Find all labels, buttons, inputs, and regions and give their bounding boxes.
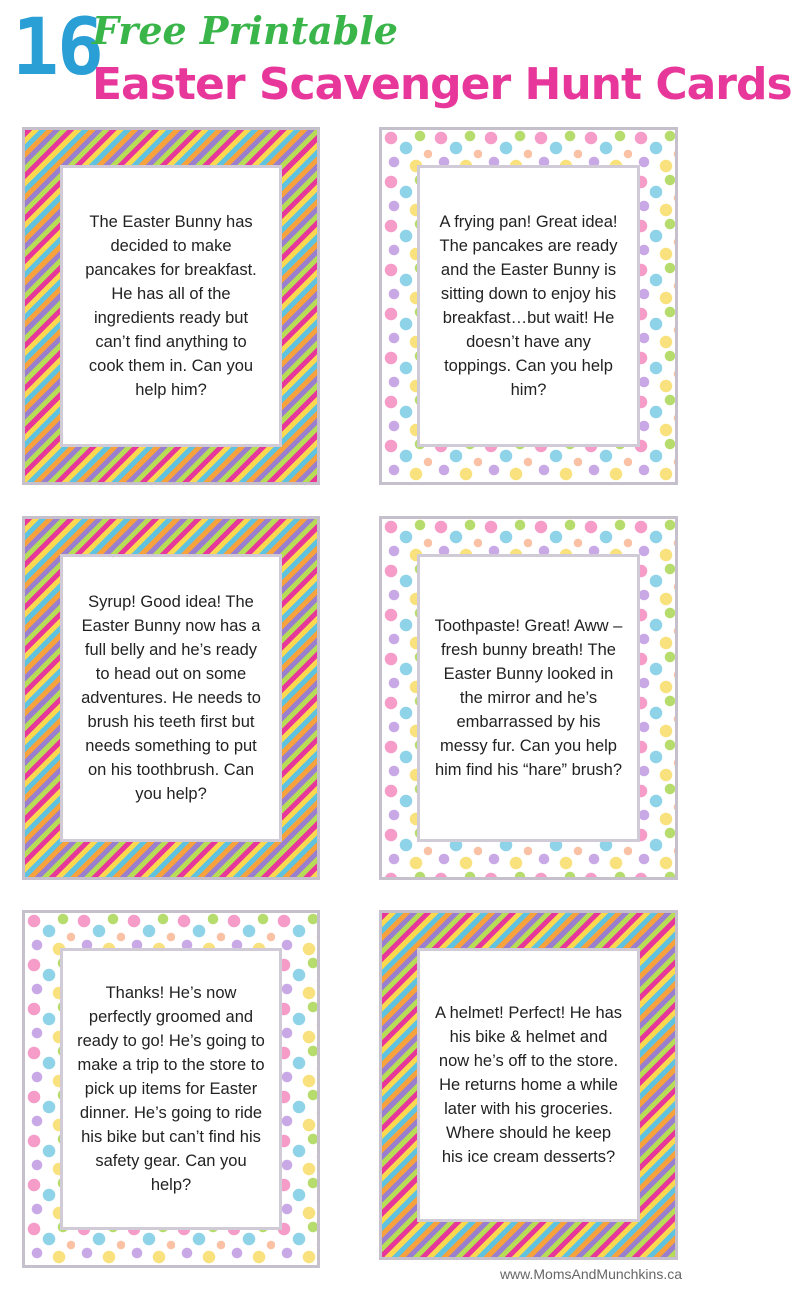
card-clue-text: A helmet! Perfect! He has his bike & helmet and now he’s off to the store. He returns home a while later with his groceries. Where should he keep his ice cream desserts? — [434, 1004, 623, 1166]
page-header — [0, 0, 792, 118]
website-url: www.MomsAndMunchkins.ca — [499, 1266, 682, 1282]
card-clue-text: Syrup! Good idea! The Easter Bunny now has a full belly and he’s ready to head out on some adventures. He needs to brush his teeth first but needs something to put on his toothbrush. Can you help? — [81, 593, 261, 803]
title-line-1: Free Printable — [92, 8, 398, 53]
title-line-2: Easter Scavenger Hunt Cards — [92, 59, 792, 110]
card-text-panel — [60, 948, 282, 1230]
card-count: 16 — [12, 3, 102, 93]
card-clue-text: The Easter Bunny has decided to make pancakes for breakfast. He has all of the ingredients ready but can’t find anything to cook them in. Can you help him? — [85, 213, 257, 399]
hunt-card-4 — [379, 516, 678, 880]
hunt-card-3 — [22, 516, 320, 880]
card-text-panel — [60, 554, 282, 842]
hunt-card-5 — [22, 910, 320, 1268]
card-text-panel — [417, 165, 640, 447]
card-text-panel — [417, 554, 640, 842]
hunt-card-1 — [22, 127, 320, 485]
card-clue-text: Thanks! He’s now perfectly groomed and ready to go! He’s going to make a trip to the store to pick up items for Easter dinner. He’s going to ride his bike but can’t find his safety gear. Can you help? — [77, 984, 265, 1194]
hunt-card-6 — [379, 910, 678, 1260]
card-text-panel — [60, 165, 282, 447]
card-text-panel — [417, 948, 640, 1222]
card-clue-text: Toothpaste! Great! Aww – fresh bunny breath! The Easter Bunny looked in the mirror and he’s embarrassed by his messy fur. Can you help him find his “hare” brush? — [434, 617, 623, 779]
card-clue-text: A frying pan! Great idea! The pancakes are ready and the Easter Bunny is sitting down to enjoy his breakfast…but wait! He doesn’t have any toppings. Can you help him? — [439, 213, 618, 399]
hunt-card-2 — [379, 127, 678, 485]
